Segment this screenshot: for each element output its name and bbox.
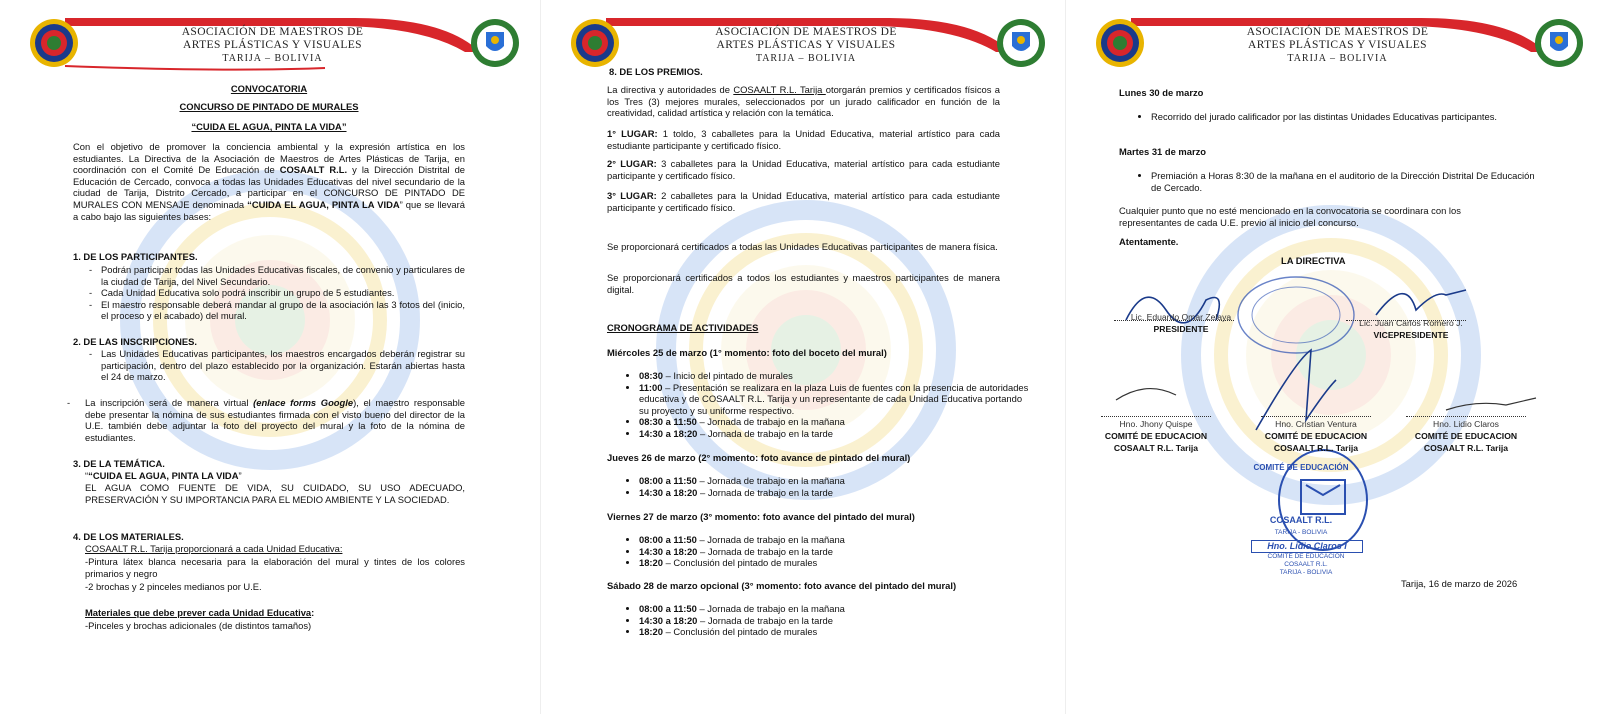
stamp-top-text: COMITÉ DE EDUCACIÓN	[1253, 463, 1349, 472]
section-2-list	[87, 348, 465, 383]
forms-link-text: (enlace forms Google	[253, 397, 354, 408]
header-line-3: TARIJA – BOLIVIA	[1287, 53, 1388, 64]
sig-line	[1261, 416, 1371, 418]
header-line-2: ARTES PLÁSTICAS Y VISUALES	[716, 39, 896, 51]
section-3-title: 3. DE LA TEMÁTICA.	[73, 458, 165, 469]
item-time: 14:30 a 18:20	[639, 545, 698, 557]
item-time: 08:30 a 11:50	[639, 416, 697, 428]
page-1	[0, 0, 540, 714]
stamp2-line3: TARIJA - BOLIVIA	[1279, 569, 1333, 576]
header-line-1: ASOCIACIÓN DE MAESTROS DE	[181, 26, 364, 38]
day-5-list	[1119, 111, 1541, 123]
header-line-3: TARIJA – BOLIVIA	[755, 53, 857, 64]
virtual-dash: -	[67, 397, 71, 408]
intro-org: COSAALT R.L.	[279, 164, 348, 176]
sig5-role1: COMITÉ DE EDUCACION	[1414, 431, 1518, 441]
signature-vicepresident	[1376, 290, 1466, 315]
item-text: – Conclusión del pintado de murales	[662, 557, 818, 569]
item-time: 14:30 a 18:20	[639, 486, 698, 498]
item-text: – Inicio del pintado de murales	[662, 370, 793, 381]
letterhead	[566, 12, 1046, 74]
page-3	[1065, 0, 1603, 714]
doc-motto: “CUIDA EL AGUA, PINTA LA VIDA”	[191, 121, 347, 132]
list-item: • Premiación a Horas 8:30 de la mañana en el auditorio de la Dirección Distrital De Educación de Cercado.	[1151, 170, 1541, 193]
item-time: 18:20	[639, 557, 663, 569]
day-6-title: Martes 31 de marzo	[1119, 146, 1207, 157]
day-3-title: Viernes 27 de marzo (3° momento: foto avance del pintado del mural)	[607, 511, 915, 522]
list-item	[639, 428, 1032, 440]
virtual-text-a: La inscripción será de manera virtual	[85, 397, 254, 408]
third-place-label: 3° LUGAR:	[607, 190, 657, 201]
list-item	[639, 557, 1032, 569]
item-text: – Conclusión del pintado de murales	[662, 626, 818, 638]
sig2-name: Lic. Juan Carlos Romero J.	[1359, 318, 1463, 328]
section-1-title: 1. DE LOS PARTICIPANTES.	[73, 251, 198, 262]
day-1-title: Miércoles 25 de marzo (1° momento: foto del boceto del mural)	[607, 347, 887, 358]
document-date: Tarija, 16 de marzo de 2026	[1401, 578, 1518, 589]
sig4-role2: COSAALT R.L. Tarija	[1273, 443, 1359, 453]
list-item	[639, 487, 1032, 499]
day-2-title: Jueves 26 de marzo (2° momento: foto avance de pintado del mural)	[607, 452, 911, 463]
prizes-org: COSAALT R.L. Tarija	[733, 84, 826, 95]
sig2-role: VICEPRESIDENTE	[1373, 330, 1449, 340]
stamp-place-text: TARIJA - BOLIVIA	[1274, 529, 1328, 536]
day-3-list	[607, 534, 1032, 569]
item-text: – Jornada de trabajo en la mañana	[696, 534, 845, 545]
item-time: 08:00 a 11:50	[639, 534, 697, 545]
list-item	[639, 603, 1032, 615]
item-text: – Jornada de trabajo en la tarde	[697, 614, 833, 626]
second-place	[607, 158, 1000, 181]
page-2	[540, 0, 1066, 714]
item-text: – Jornada de trabajo en la mañana	[696, 416, 845, 428]
list-item	[639, 475, 1032, 487]
list-item: • Recorrido del jurado calificador por las distintas Unidades Educativas participantes.	[1151, 111, 1541, 123]
sig5-role2: COSAALT R.L. Tarija	[1423, 443, 1509, 453]
intro-text-c: y la Dirección Distrital de Educación de Cercado, convoca a todas las Unidades Educativas del nivel secundario de la ciudad de Tarija, Distrito Cercado, a participar en el CONCURSO DE PINTADO DE MURALES CON MENSAJE denominada	[73, 164, 465, 210]
section-4-sub2-colon: :	[311, 607, 315, 618]
section-1-list	[87, 264, 465, 322]
list-item	[639, 370, 1032, 382]
list-item	[639, 416, 1032, 428]
note-paragraph: Cualquier punto que no esté mencionado en la convocatoria se coordinara con los representantes de cada U.E. previo al inicio del concurso.	[1119, 205, 1461, 228]
motto-text: “CUIDA EL AGUA, PINTA LA VIDA	[88, 470, 239, 481]
item-time: 08:00 a 11:50	[639, 475, 697, 486]
second-place-label: 2° LUGAR:	[607, 158, 657, 169]
virtual-text-c: ), el maestro responsable debe presentar la nómina de sus estudiantes firmada con el visto bueno del director de la U.E. también debe adjuntar la foto del proyecto del mural y la foto de la nómina de estudiantes.	[85, 397, 466, 443]
prizes-text-a: La directiva y autoridades de	[607, 84, 734, 95]
signature-cristian	[1256, 350, 1336, 430]
directiva-title: LA DIRECTIVA	[1281, 255, 1346, 266]
item-text: – Presentación se realizara en la plaza Luis de fuentes con la presencia de autoridades educativa y de COSAALT R.L. Tarija y un representante de cada Unidad Educativa portando su proyecto y su uniforme respectivo.	[639, 381, 1029, 416]
first-place-text: 1 toldo, 3 caballetes para la Unidad Educativa, material artístico para cada estudiante participante y certificado físico.	[607, 128, 1000, 151]
motto-quote-open: “	[85, 470, 89, 481]
item-time: 14:30 a 18:20	[639, 427, 698, 439]
list-item: - Podrán participar todas las Unidades Educativas fiscales, de convenio y particulares de la ciudad de Tarija, del Nivel Secundario.	[87, 264, 465, 287]
schedule-title: CRONOGRAMA DE ACTIVIDADES	[607, 322, 759, 333]
item-time: 11:00	[639, 381, 663, 393]
header-line-2: ARTES PLÁSTICAS Y VISUALES	[1248, 39, 1427, 51]
list-item	[639, 615, 1032, 627]
item-text: – Jornada de trabajo en la tarde	[697, 545, 833, 557]
certificates-physical: Se proporcionará certificados a todas las Unidades Educativas participantes de manera física.	[607, 241, 998, 252]
header-line-3: TARIJA – BOLIVIA	[222, 53, 323, 64]
letterhead	[25, 12, 520, 74]
prizes-paragraph	[607, 84, 1000, 119]
materials-line-3: -Pinceles y brochas adicionales (de distintos tamaños)	[85, 620, 312, 631]
item-time: 08:30	[639, 370, 663, 381]
item-text: – Jornada de trabajo en la mañana	[696, 603, 845, 614]
section-4-title: 4. DE LOS MATERIALES.	[73, 531, 184, 542]
sig4-role1: COMITÉ DE EDUCACION	[1264, 431, 1368, 441]
item-time: 08:00 a 11:50	[639, 603, 697, 614]
day-4-title: Sábado 28 de marzo opcional (3° momento: foto avance del pintado del mural)	[607, 580, 957, 591]
letterhead	[1091, 12, 1584, 74]
day-5-title: Lunes 30 de marzo	[1119, 87, 1204, 98]
item-time: 14:30 a 18:20	[639, 614, 698, 626]
day-6-list	[1119, 170, 1541, 193]
intro-text-a: Con el objetivo de promover la conciencia ambiental y la expresión artística en los estudiantes. La Directiva de la Asociación de Maestros de Artes Plásticas de Tarija, en coordinación con el Comité De Educación de	[73, 141, 465, 176]
doc-subtitle: CONCURSO DE PINTADO DE MURALES	[179, 101, 359, 112]
day-1-list	[607, 370, 1032, 440]
intro-paragraph	[73, 141, 465, 222]
day-4-list	[607, 603, 1032, 638]
stamp2-name: Hno. Lidio Claros I	[1251, 540, 1363, 553]
third-place	[607, 190, 1000, 213]
stamp2-line2: COSAALT R.L.	[1284, 561, 1328, 568]
coat-of-arms-icon	[1534, 18, 1584, 68]
item-text: – Jornada de trabajo en la tarde	[697, 427, 833, 439]
materials-line-1: -Pintura látex blanca necesaria para la elaboración del mural y tintes de los colores primarios y negro	[85, 556, 465, 579]
sig1-role: PRESIDENTE	[1153, 324, 1209, 334]
signature-jhony	[1116, 389, 1176, 400]
intro-motto: “CUIDA EL AGUA, PINTA LA VIDA	[247, 198, 400, 210]
doc-title: CONVOCATORIA	[230, 83, 308, 94]
list-item: - El maestro responsable deberá mandar al grupo de la asociación las 3 fotos del (inicio, el proceso y el acabado) del mural.	[87, 299, 465, 322]
list-item: - Las Unidades Educativas participantes, los maestros encargados deberán registrar su participación, dentro del plazo establecido por la organización. Estarán abiertas hasta el 24 de marzo.	[87, 348, 465, 383]
sig4-name: Hno. Cristian Ventura	[1275, 419, 1357, 429]
section-8-title: 8. DE LOS PREMIOS.	[609, 66, 703, 77]
item-text: – Jornada de trabajo en la mañana	[696, 475, 845, 486]
sig-line	[1101, 416, 1211, 418]
list-item	[639, 546, 1032, 558]
day-2-list	[607, 475, 1032, 498]
third-place-text: 2 caballetes para la Unidad Educativa, material artístico para cada estudiante participante y certificado físico.	[607, 190, 1000, 213]
closing: Atentamente.	[1119, 236, 1179, 247]
coat-of-arms-icon	[996, 18, 1046, 68]
section-4-sub2	[85, 607, 314, 619]
first-place	[607, 128, 1000, 151]
header-line-1: ASOCIACIÓN DE MAESTROS DE	[1246, 26, 1429, 38]
section-4-sub: COSAALT R.L. Tarija proporcionará a cada Unidad Educativa:	[85, 543, 343, 554]
list-item: - Cada Unidad Educativa solo podrá inscribir un grupo de 5 estudiantes.	[87, 287, 465, 299]
intro-text-e: ” que se llevará a cabo bajo las siguientes bases:	[73, 198, 465, 222]
sig1-name: Lic. Eduardo Omar Zelaya	[1130, 312, 1232, 322]
sig3-name: Hno. Jhony Quispe	[1119, 419, 1193, 429]
prizes-text-c: otorgarán premios y certificados físicos a los Tres (3) mejores murales, seleccionados por un jurado calificador en función de la creatividad, calidad artística y relación con la temática.	[607, 84, 1000, 119]
list-item	[639, 382, 1032, 417]
materials-line-2: -2 brochas y 2 pinceles medianos por U.E.	[85, 581, 262, 592]
section-3-motto	[85, 470, 242, 482]
virtual-paragraph	[85, 397, 465, 443]
motto-quote-close: ”	[238, 470, 242, 481]
sig-line	[1406, 416, 1526, 418]
coat-of-arms-icon	[470, 18, 520, 68]
sig3-role1: COMITÉ DE EDUCACION	[1104, 431, 1208, 441]
sig3-role2: COSAALT R.L. Tarija	[1113, 443, 1199, 453]
section-3-text: EL AGUA COMO FUENTE DE VIDA, SU CUIDADO, SU USO ADECUADO, PRESERVACIÓN Y SU IMPORTANCIA PARA EL MEDIO AMBIENTE Y LA SOCIEDAD.	[85, 482, 465, 505]
item-text: – Jornada de trabajo en la tarde	[697, 486, 833, 498]
association-seal-icon	[570, 18, 620, 68]
header-line-2: ARTES PLÁSTICAS Y VISUALES	[183, 39, 362, 51]
association-seal-icon	[29, 18, 79, 68]
first-place-label: 1° LUGAR:	[607, 128, 658, 139]
signature-lidio	[1446, 398, 1536, 410]
header-line-1: ASOCIACIÓN DE MAESTROS DE	[715, 26, 897, 38]
item-time: 18:20	[639, 626, 663, 638]
association-seal-icon	[1095, 18, 1145, 68]
second-place-text: 3 caballetes para la Unidad Educativa, material artístico para cada estudiante participante y certificado físico.	[607, 158, 1000, 181]
certificates-digital: Se proporcionará certificados a todos los estudiantes y maestros participantes de manera digital.	[607, 272, 1000, 295]
stamp2-line1: COMITÉ DE EDUCACIÓN	[1267, 553, 1345, 560]
sig5-name: Hno. Lidio Claros	[1433, 419, 1499, 429]
list-item	[639, 626, 1032, 638]
section-2-title: 2. DE LAS INSCRIPCIONES.	[73, 336, 197, 347]
list-item	[639, 534, 1032, 546]
section-4-sub2-text: Materiales que debe prever cada Unidad Educativa	[85, 607, 312, 618]
stamp-bottom-text: COSAALT R.L.	[1269, 515, 1333, 525]
